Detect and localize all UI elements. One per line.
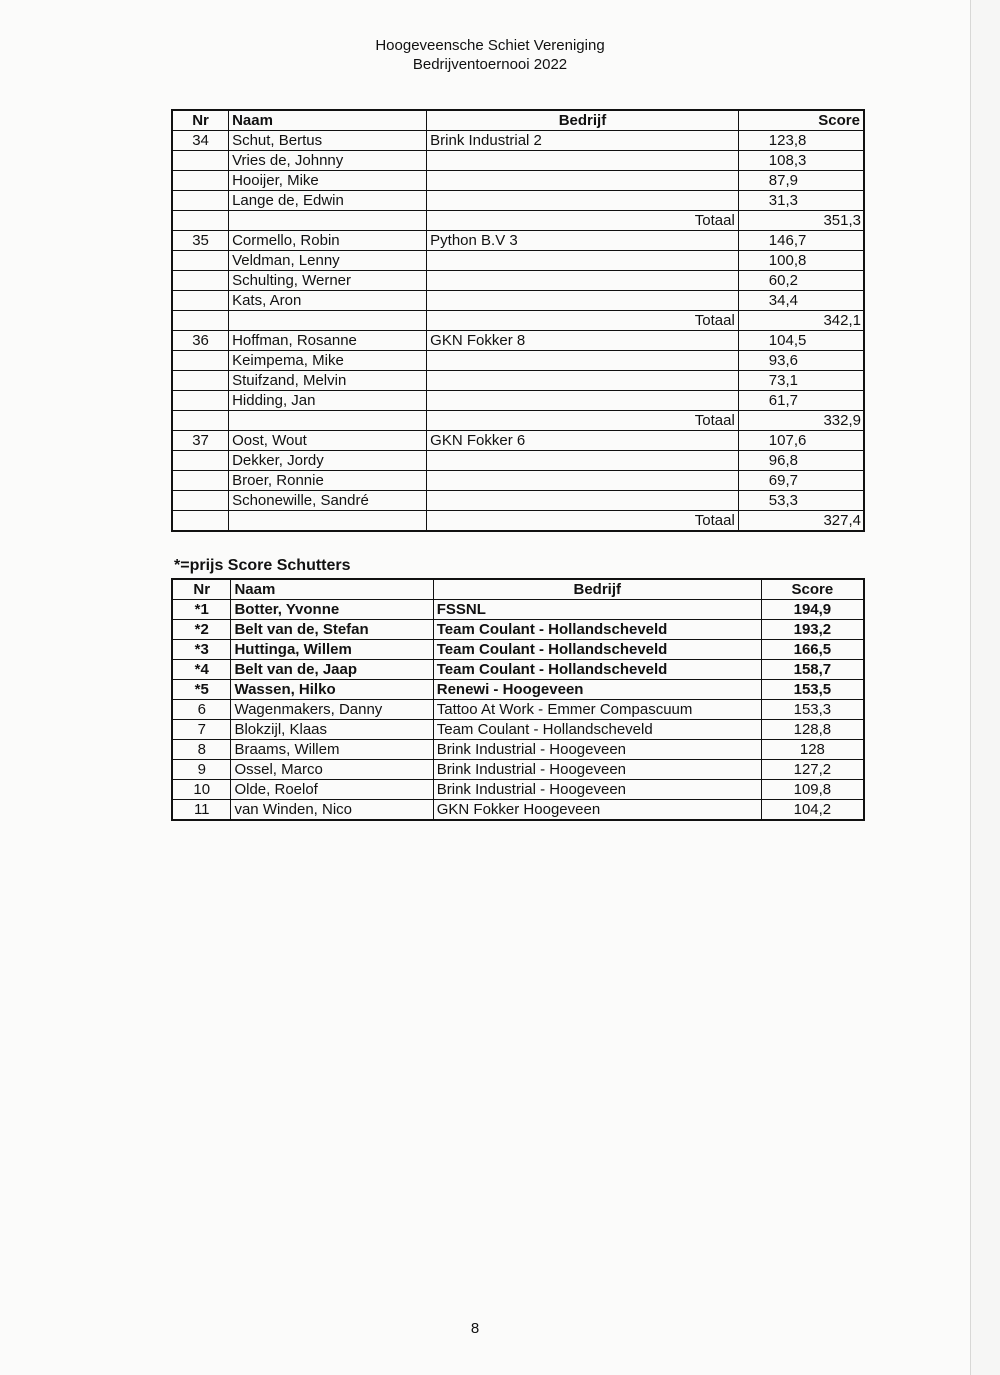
header-bedrijf: Bedrijf xyxy=(427,110,739,131)
shooter-score: 100,8 xyxy=(738,251,864,271)
shooter-name: Olde, Roelof xyxy=(231,780,433,800)
shooter-row xyxy=(172,760,864,780)
shooter-company: Renewi - Hoogeveen xyxy=(433,680,761,700)
member-row xyxy=(172,251,864,271)
shooter-score: 107,6 xyxy=(738,431,864,451)
shooter-row xyxy=(172,660,864,680)
member-row xyxy=(172,451,864,471)
team-company xyxy=(427,371,739,391)
member-row xyxy=(172,171,864,191)
shooter-name: Schulting, Werner xyxy=(229,271,427,291)
shooter-name: Lange de, Edwin xyxy=(229,191,427,211)
rank: 7 xyxy=(172,720,231,740)
team-total-score: 332,9 xyxy=(738,411,864,431)
shooter-name: Stuifzand, Melvin xyxy=(229,371,427,391)
shooter-company: Team Coulant - Hollandscheveld xyxy=(433,640,761,660)
shooter-score: 60,2 xyxy=(738,271,864,291)
empty-cell xyxy=(172,511,229,532)
shooter-score: 53,3 xyxy=(738,491,864,511)
shooter-row xyxy=(172,620,864,640)
shooter-score: 104,2 xyxy=(761,800,864,821)
empty-cell xyxy=(172,311,229,331)
shooter-name: Vries de, Johnny xyxy=(229,151,427,171)
shooter-score: 108,3 xyxy=(738,151,864,171)
shooter-name: Ossel, Marco xyxy=(231,760,433,780)
document-header xyxy=(0,36,980,74)
member-row xyxy=(172,131,864,151)
team-nr: 37 xyxy=(172,431,229,451)
shooter-company: Team Coulant - Hollandscheveld xyxy=(433,620,761,640)
shooter-score: 153,5 xyxy=(761,680,864,700)
header-score: Score xyxy=(738,110,864,131)
shooter-name: van Winden, Nico xyxy=(231,800,433,821)
rank: *2 xyxy=(172,620,231,640)
member-row xyxy=(172,491,864,511)
shooter-row xyxy=(172,800,864,821)
shooter-name: Belt van de, Stefan xyxy=(231,620,433,640)
shooter-score: 194,9 xyxy=(761,600,864,620)
shooter-name: Botter, Yvonne xyxy=(231,600,433,620)
member-row xyxy=(172,371,864,391)
rank: 8 xyxy=(172,740,231,760)
team-nr xyxy=(172,491,229,511)
team-nr: 36 xyxy=(172,331,229,351)
teams-table-body xyxy=(172,131,864,532)
member-row xyxy=(172,231,864,251)
empty-cell xyxy=(172,211,229,231)
shooters-table xyxy=(171,578,865,821)
team-nr: 34 xyxy=(172,131,229,151)
shooter-company: FSSNL xyxy=(433,600,761,620)
shooter-score: 34,4 xyxy=(738,291,864,311)
rank: 10 xyxy=(172,780,231,800)
header-naam: Naam xyxy=(229,110,427,131)
empty-cell xyxy=(229,511,427,532)
total-label: Totaal xyxy=(427,211,739,231)
team-company: Python B.V 3 xyxy=(427,231,739,251)
team-total-score: 342,1 xyxy=(738,311,864,331)
team-nr xyxy=(172,151,229,171)
rank: *4 xyxy=(172,660,231,680)
team-nr xyxy=(172,351,229,371)
shooter-row xyxy=(172,740,864,760)
team-company xyxy=(427,191,739,211)
shooter-score: 128,8 xyxy=(761,720,864,740)
shooters-table-body xyxy=(172,600,864,821)
header-score: Score xyxy=(761,579,864,600)
shooter-name: Blokzijl, Klaas xyxy=(231,720,433,740)
shooter-score: 153,3 xyxy=(761,700,864,720)
teams-table xyxy=(171,109,865,532)
team-nr xyxy=(172,451,229,471)
shooter-name: Keimpema, Mike xyxy=(229,351,427,371)
page-number: 8 xyxy=(470,1320,480,1337)
team-company xyxy=(427,251,739,271)
shooter-name: Hooijer, Mike xyxy=(229,171,427,191)
shooter-company: Tattoo At Work - Emmer Compascuum xyxy=(433,700,761,720)
shooter-company: Brink Industrial - Hoogeveen xyxy=(433,780,761,800)
team-total-row xyxy=(172,211,864,231)
team-company xyxy=(427,451,739,471)
empty-cell xyxy=(172,411,229,431)
shooter-company: Brink Industrial - Hoogeveen xyxy=(433,760,761,780)
shooter-score: 96,8 xyxy=(738,451,864,471)
shooter-name: Schonewille, Sandré xyxy=(229,491,427,511)
shooter-company: GKN Fokker Hoogeveen xyxy=(433,800,761,821)
shooter-row xyxy=(172,600,864,620)
team-company xyxy=(427,171,739,191)
team-total-row xyxy=(172,411,864,431)
member-row xyxy=(172,151,864,171)
team-nr xyxy=(172,391,229,411)
shooter-row xyxy=(172,700,864,720)
shooter-name: Belt van de, Jaap xyxy=(231,660,433,680)
team-nr xyxy=(172,291,229,311)
teams-table-header xyxy=(172,110,864,131)
team-nr xyxy=(172,251,229,271)
shooter-row xyxy=(172,720,864,740)
shooter-row xyxy=(172,640,864,660)
shooter-name: Dekker, Jordy xyxy=(229,451,427,471)
header-nr: Nr xyxy=(172,110,229,131)
member-row xyxy=(172,331,864,351)
shooter-score: 193,2 xyxy=(761,620,864,640)
section-title: *=prijs Score Schutters xyxy=(174,557,351,574)
member-row xyxy=(172,291,864,311)
shooters-table-header xyxy=(172,579,864,600)
member-row xyxy=(172,431,864,451)
shooter-score: 123,8 xyxy=(738,131,864,151)
rank: 11 xyxy=(172,800,231,821)
team-nr: 35 xyxy=(172,231,229,251)
team-company xyxy=(427,271,739,291)
shooter-name: Braams, Willem xyxy=(231,740,433,760)
team-company xyxy=(427,291,739,311)
shooter-score: 73,1 xyxy=(738,371,864,391)
empty-cell xyxy=(229,211,427,231)
shooter-name: Hidding, Jan xyxy=(229,391,427,411)
rank: *1 xyxy=(172,600,231,620)
shooter-name: Kats, Aron xyxy=(229,291,427,311)
header-nr: Nr xyxy=(172,579,231,600)
member-row xyxy=(172,391,864,411)
team-total-score: 327,4 xyxy=(738,511,864,532)
team-company xyxy=(427,151,739,171)
team-nr xyxy=(172,191,229,211)
tournament-name: Bedrijventoernooi 2022 xyxy=(412,56,568,73)
shooter-score: 158,7 xyxy=(761,660,864,680)
shooter-name: Schut, Bertus xyxy=(229,131,427,151)
shooter-name: Wagenmakers, Danny xyxy=(231,700,433,720)
header-naam: Naam xyxy=(231,579,433,600)
team-company xyxy=(427,391,739,411)
shooter-score: 127,2 xyxy=(761,760,864,780)
rank: 9 xyxy=(172,760,231,780)
shooter-name: Huttinga, Willem xyxy=(231,640,433,660)
club-name: Hoogeveensche Schiet Vereniging xyxy=(375,37,605,54)
shooter-name: Broer, Ronnie xyxy=(229,471,427,491)
total-label: Totaal xyxy=(427,411,739,431)
member-row xyxy=(172,351,864,371)
team-nr xyxy=(172,171,229,191)
shooter-score: 104,5 xyxy=(738,331,864,351)
header-bedrijf: Bedrijf xyxy=(433,579,761,600)
team-company: Brink Industrial 2 xyxy=(427,131,739,151)
rank: *3 xyxy=(172,640,231,660)
total-label: Totaal xyxy=(427,511,739,532)
shooter-name: Cormello, Robin xyxy=(229,231,427,251)
shooter-score: 31,3 xyxy=(738,191,864,211)
team-nr xyxy=(172,271,229,291)
shooter-row xyxy=(172,780,864,800)
shooter-score: 61,7 xyxy=(738,391,864,411)
shooter-name: Oost, Wout xyxy=(229,431,427,451)
team-nr xyxy=(172,371,229,391)
shooter-score: 69,7 xyxy=(738,471,864,491)
shooter-name: Hoffman, Rosanne xyxy=(229,331,427,351)
team-total-row xyxy=(172,311,864,331)
shooter-score: 109,8 xyxy=(761,780,864,800)
shooter-row xyxy=(172,680,864,700)
member-row xyxy=(172,471,864,491)
team-company xyxy=(427,471,739,491)
team-company: GKN Fokker 8 xyxy=(427,331,739,351)
shooter-company: Team Coulant - Hollandscheveld xyxy=(433,660,761,680)
member-row xyxy=(172,191,864,211)
shooter-company: Team Coulant - Hollandscheveld xyxy=(433,720,761,740)
shooter-score: 87,9 xyxy=(738,171,864,191)
member-row xyxy=(172,271,864,291)
shooter-name: Veldman, Lenny xyxy=(229,251,427,271)
empty-cell xyxy=(229,411,427,431)
team-company xyxy=(427,351,739,371)
shooter-score: 128 xyxy=(761,740,864,760)
total-label: Totaal xyxy=(427,311,739,331)
team-nr xyxy=(172,471,229,491)
rank: *5 xyxy=(172,680,231,700)
shooter-score: 93,6 xyxy=(738,351,864,371)
team-total-score: 351,3 xyxy=(738,211,864,231)
shooter-score: 146,7 xyxy=(738,231,864,251)
empty-cell xyxy=(229,311,427,331)
shooter-name: Wassen, Hilko xyxy=(231,680,433,700)
team-company xyxy=(427,491,739,511)
team-company: GKN Fokker 6 xyxy=(427,431,739,451)
shooter-score: 166,5 xyxy=(761,640,864,660)
team-total-row xyxy=(172,511,864,532)
shooter-company: Brink Industrial - Hoogeveen xyxy=(433,740,761,760)
rank: 6 xyxy=(172,700,231,720)
